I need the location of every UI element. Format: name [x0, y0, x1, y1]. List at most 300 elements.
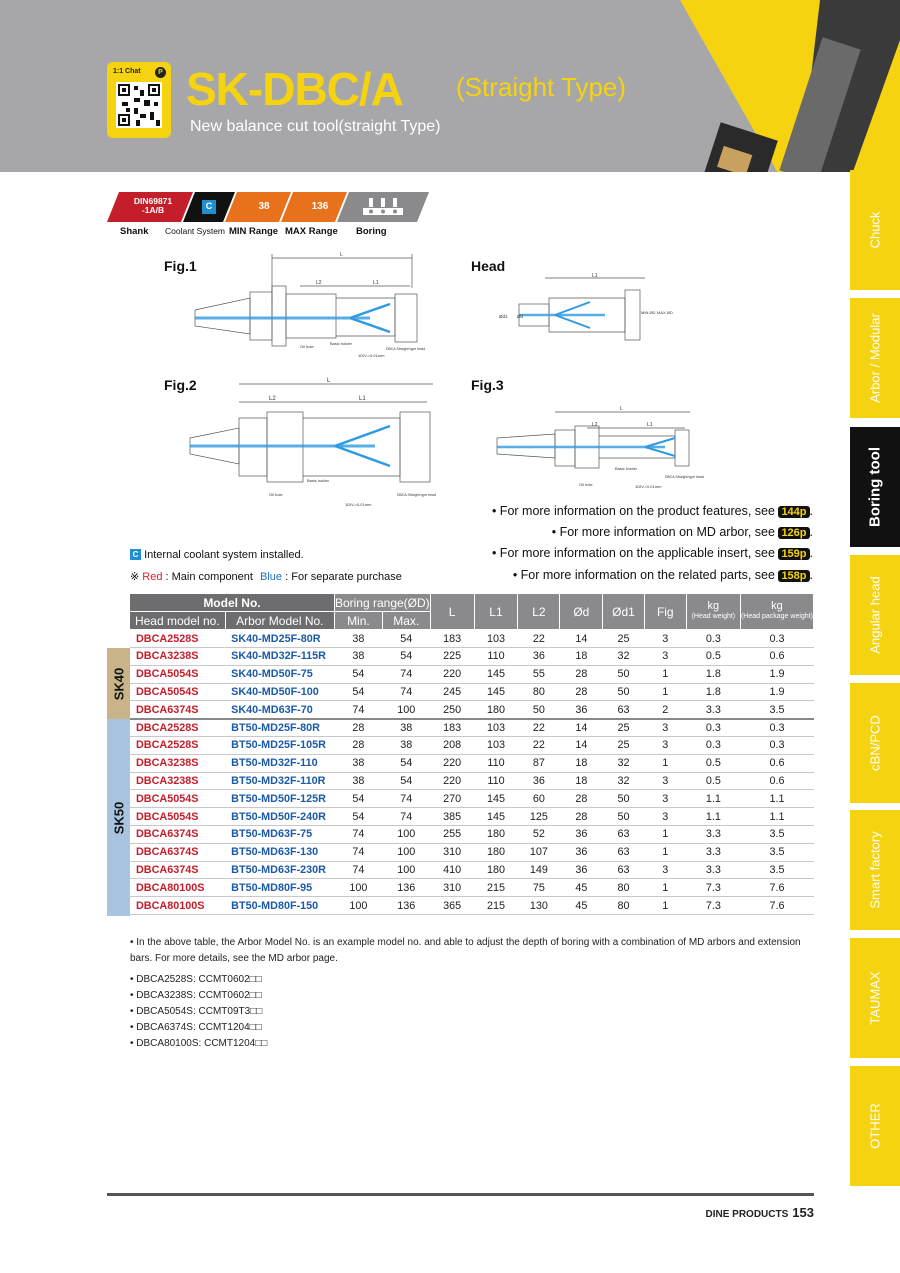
insert-item: • DBCA6374S: CCMT1204□□: [130, 1022, 262, 1033]
value-cell: 0.3: [740, 737, 813, 755]
value-cell: 38: [334, 772, 382, 790]
value-cell: 100: [382, 701, 430, 719]
value-cell: 3: [644, 630, 686, 648]
info-applicable-insert: • For more information on the applicable insert, see 159p .: [491, 546, 813, 560]
value-cell: 136: [382, 879, 430, 897]
legend-prefix: ※: [130, 571, 140, 583]
value-cell: 54: [382, 754, 430, 772]
value-cell: 0.3: [740, 719, 813, 737]
value-cell: 3: [644, 719, 686, 737]
qr-code-icon: [116, 82, 162, 128]
value-cell: 1.9: [740, 665, 813, 683]
value-cell: 136: [382, 897, 430, 915]
tab-label: Arbor / Modular: [867, 313, 883, 403]
table-row: [130, 879, 814, 897]
qr-chat-box[interactable]: [107, 62, 171, 138]
head-model-cell: DBCA3238S: [130, 754, 225, 772]
value-cell: 87: [518, 754, 560, 772]
head-model-cell: DBCA3238S: [130, 772, 225, 790]
value-cell: 107: [518, 843, 560, 861]
insert-item: • DBCA3238S: CCMT0602□□: [130, 990, 262, 1001]
value-cell: 110: [474, 772, 518, 790]
value-cell: 63: [603, 861, 645, 879]
value-cell: 38: [334, 648, 382, 666]
value-cell: 7.3: [686, 879, 740, 897]
color-legend: [130, 570, 402, 583]
value-cell: 3.3: [686, 701, 740, 719]
th-L2: L2: [518, 594, 560, 630]
fig3-drawing: [495, 400, 720, 495]
value-cell: 38: [382, 719, 430, 737]
tab-label: OTHER: [867, 1103, 883, 1149]
page-subtitle: New balance cut tool(straight Type): [190, 118, 441, 135]
info-md-arbor: • For more information on MD arbor, see 126p .: [551, 525, 813, 539]
arbor-model-cell: BT50-MD50F-125R: [225, 790, 334, 808]
value-cell: 145: [474, 665, 518, 683]
value-cell: 54: [382, 648, 430, 666]
value-cell: 180: [474, 843, 518, 861]
table-row: [130, 665, 814, 683]
tab-boring-tool[interactable]: [850, 427, 900, 547]
value-cell: 50: [603, 665, 645, 683]
value-cell: 28: [560, 683, 603, 701]
arbor-model-cell: SK40-MD63F-70: [225, 701, 334, 719]
arbor-model-cell: SK40-MD50F-75: [225, 665, 334, 683]
value-cell: 28: [560, 665, 603, 683]
qr-label: 1:1 Chat: [113, 68, 141, 75]
info-text: • For more information on the product features, see: [491, 504, 775, 518]
value-cell: 145: [474, 683, 518, 701]
value-cell: 7.6: [740, 879, 813, 897]
value-cell: 149: [518, 861, 560, 879]
value-cell: 38: [382, 737, 430, 755]
value-cell: 180: [474, 861, 518, 879]
value-cell: 50: [603, 790, 645, 808]
value-cell: 220: [430, 665, 474, 683]
value-cell: 310: [430, 879, 474, 897]
value-cell: 1: [644, 683, 686, 701]
table-row: [130, 808, 814, 826]
tab-smart-factory[interactable]: [850, 810, 900, 930]
info-text: • For more information on the related parts, see: [512, 568, 775, 582]
value-cell: 18: [560, 648, 603, 666]
value-cell: 38: [334, 754, 382, 772]
coolant-icon: C: [205, 201, 213, 211]
value-cell: 36: [518, 648, 560, 666]
table-row: [130, 683, 814, 701]
fig1-dbca-head: DBCA Straight type head: [386, 347, 425, 351]
value-cell: 50: [518, 701, 560, 719]
head-model-cell: DBCA2528S: [130, 630, 225, 648]
table-note: • In the above table, the Arbor Model No. is an example model no. and able to adjust the depth of boring with a combination of MD arbors and extension bars. For more details, see the MD arbor page.: [130, 937, 801, 964]
value-cell: 54: [382, 772, 430, 790]
fig1-dim-L1: L1: [373, 280, 379, 286]
value-cell: 100: [382, 843, 430, 861]
value-cell: 100: [334, 879, 382, 897]
value-cell: 2: [644, 701, 686, 719]
value-cell: 0.5: [686, 754, 740, 772]
value-cell: 410: [430, 861, 474, 879]
value-cell: 63: [603, 701, 645, 719]
value-cell: 74: [382, 683, 430, 701]
value-cell: 385: [430, 808, 474, 826]
value-cell: 54: [334, 665, 382, 683]
head-model-cell: DBCA80100S: [130, 879, 225, 897]
th-head-model: Head model no.: [130, 612, 225, 630]
value-cell: 225: [430, 648, 474, 666]
value-cell: 74: [334, 826, 382, 844]
value-cell: 3.5: [740, 826, 813, 844]
tab-label: Chuck: [867, 211, 883, 249]
value-cell: 63: [603, 826, 645, 844]
value-cell: 36: [560, 843, 603, 861]
fig1-drawing: [190, 248, 440, 363]
fig3-oil-hole: Oil hole: [579, 482, 593, 487]
value-cell: 74: [382, 790, 430, 808]
value-cell: 7.3: [686, 897, 740, 915]
arbor-model-cell: BT50-MD63F-130: [225, 843, 334, 861]
value-cell: 54: [382, 630, 430, 648]
shank-label: Shank: [120, 226, 149, 237]
tab-chuck[interactable]: [850, 170, 900, 290]
page-ref-link[interactable]: 144p: [778, 506, 809, 518]
value-cell: 54: [334, 790, 382, 808]
value-cell: 25: [603, 630, 645, 648]
table-row: [130, 790, 814, 808]
value-cell: 1: [644, 754, 686, 772]
value-cell: 36: [560, 861, 603, 879]
head-min-d: MIN ØD: [641, 310, 656, 315]
header-banner: [0, 0, 900, 172]
value-cell: 0.3: [686, 737, 740, 755]
value-cell: 208: [430, 737, 474, 755]
value-cell: 3.3: [686, 861, 740, 879]
th-d1: Ød1: [603, 594, 645, 630]
th-kg-package: kg (Head package weight): [740, 594, 813, 630]
head-dim-d1: Ød1: [499, 314, 508, 319]
arbor-model-cell: SK40-MD50F-100: [225, 683, 334, 701]
legend-red: Red: [142, 571, 163, 583]
value-cell: 255: [430, 826, 474, 844]
tab-cbn-pcd[interactable]: [850, 683, 900, 803]
info-text: • For more information on MD arbor, see: [551, 525, 775, 539]
table-row: [130, 772, 814, 790]
value-cell: 103: [474, 630, 518, 648]
coolant-note: [130, 549, 304, 561]
th-L1: L1: [474, 594, 518, 630]
info-related-parts: • For more information on the related parts, see 158p .: [512, 568, 813, 582]
value-cell: 1.1: [740, 790, 813, 808]
head-model-cell: DBCA5054S: [130, 790, 225, 808]
value-cell: 3.5: [740, 843, 813, 861]
insert-list: [130, 972, 267, 1052]
qr-badge: P: [155, 67, 166, 78]
footer: [706, 1205, 815, 1220]
fig1-dim-L2: L2: [316, 280, 322, 286]
th-min: Min.: [334, 612, 382, 630]
value-cell: 52: [518, 826, 560, 844]
value-cell: 130: [518, 897, 560, 915]
value-cell: 80: [518, 683, 560, 701]
value-cell: 60: [518, 790, 560, 808]
value-cell: 103: [474, 737, 518, 755]
fig2-dim-L1: L1: [359, 396, 366, 402]
tab-taumax[interactable]: [850, 938, 900, 1058]
value-cell: 3.5: [740, 701, 813, 719]
value-cell: 3.3: [686, 843, 740, 861]
page-number: 153: [792, 1205, 814, 1220]
th-kg-head: kg (Head weight): [686, 594, 740, 630]
arbor-model-cell: SK40-MD25F-80R: [225, 630, 334, 648]
head-drawing: [495, 268, 675, 353]
value-cell: 74: [382, 665, 430, 683]
footer-brand: DINE PRODUCTS: [705, 1209, 789, 1220]
value-cell: 3: [644, 861, 686, 879]
arbor-model-cell: BT50-MD25F-105R: [225, 737, 334, 755]
value-cell: 180: [474, 701, 518, 719]
value-cell: 45: [560, 879, 603, 897]
value-cell: 80: [603, 879, 645, 897]
head-title: Head: [471, 258, 506, 274]
spec-badges: [107, 192, 437, 240]
arbor-model-cell: BT50-MD32F-110: [225, 754, 334, 772]
head-dim-L1: L1: [592, 273, 598, 279]
value-cell: 183: [430, 630, 474, 648]
value-cell: 32: [603, 772, 645, 790]
value-cell: 0.6: [740, 754, 813, 772]
value-cell: 1.8: [686, 665, 740, 683]
th-boring-range: Boring range(ØD): [334, 594, 430, 612]
fig2-drawing: [185, 372, 445, 512]
value-cell: 1.1: [686, 790, 740, 808]
value-cell: 36: [560, 701, 603, 719]
value-cell: 1.8: [686, 683, 740, 701]
th-d: Ød: [560, 594, 603, 630]
value-cell: 36: [518, 772, 560, 790]
value-cell: 63: [603, 843, 645, 861]
value-cell: 28: [334, 719, 382, 737]
tab-label: Smart factory: [867, 831, 883, 909]
fig2-dim-L: L: [327, 378, 331, 384]
value-cell: 50: [603, 683, 645, 701]
arbor-model-cell: BT50-MD25F-80R: [225, 719, 334, 737]
value-cell: 3: [644, 737, 686, 755]
fig2-oil-hole: Oil hole: [269, 492, 283, 497]
value-cell: 215: [474, 879, 518, 897]
value-cell: 14: [560, 630, 603, 648]
value-cell: 1: [644, 843, 686, 861]
tab-other[interactable]: [850, 1066, 900, 1186]
th-L: L: [430, 594, 474, 630]
value-cell: 220: [430, 772, 474, 790]
value-cell: 220: [430, 754, 474, 772]
value-cell: 145: [474, 808, 518, 826]
value-cell: 28: [560, 808, 603, 826]
fig2-dbca-head: DBCA Straight type head: [397, 493, 436, 497]
value-cell: 310: [430, 843, 474, 861]
value-cell: 28: [560, 790, 603, 808]
tab-arbor-modular[interactable]: [850, 298, 900, 418]
info-text: • For more information on the applicable insert, see: [491, 546, 775, 560]
footer-divider: [107, 1193, 814, 1196]
value-cell: 100: [334, 897, 382, 915]
value-cell: 14: [560, 737, 603, 755]
value-cell: 3.5: [740, 861, 813, 879]
table-row: [130, 719, 814, 737]
value-cell: 0.3: [740, 630, 813, 648]
value-cell: 3: [644, 772, 686, 790]
model-table: [130, 594, 814, 915]
arbor-model-cell: BT50-MD80F-150: [225, 897, 334, 915]
tab-angular-head[interactable]: [850, 555, 900, 675]
value-cell: 74: [334, 861, 382, 879]
arbor-model-cell: SK40-MD32F-115R: [225, 648, 334, 666]
info-product-features: • For more information on the product features, see 144p .: [491, 504, 813, 518]
fig2-basic-holder: Basic holder: [307, 478, 330, 483]
value-cell: 270: [430, 790, 474, 808]
value-cell: 0.6: [740, 648, 813, 666]
value-cell: 245: [430, 683, 474, 701]
value-cell: 183: [430, 719, 474, 737]
fig1-title: Fig.1: [164, 258, 197, 274]
value-cell: 3.3: [686, 826, 740, 844]
head-model-cell: DBCA2528S: [130, 737, 225, 755]
head-model-cell: DBCA5054S: [130, 808, 225, 826]
head-model-cell: DBCA80100S: [130, 897, 225, 915]
table-row: [130, 630, 814, 648]
fig3-basic-holder: Basic holder: [615, 466, 638, 471]
arbor-model-cell: BT50-MD50F-240R: [225, 808, 334, 826]
value-cell: 54: [334, 808, 382, 826]
page-ref-link[interactable]: 158p: [778, 570, 809, 582]
th-fig: Fig: [644, 594, 686, 630]
head-model-cell: DBCA5054S: [130, 683, 225, 701]
title-type: (Straight Type): [456, 72, 627, 102]
fig3-dim-L1: L1: [647, 422, 653, 428]
value-cell: 36: [560, 826, 603, 844]
th-max: Max.: [382, 612, 430, 630]
table-row: [130, 737, 814, 755]
tab-label: TAUMAX: [867, 971, 883, 1025]
fig2-title: Fig.2: [164, 377, 197, 393]
head-dim-d: Ød: [517, 314, 524, 319]
fig1-tdiv: 1DIV.=0.01mm: [358, 353, 385, 358]
max-range-label: MAX Range: [285, 226, 338, 237]
fig3-dbca-head: DBCA Straight type head: [665, 475, 704, 479]
head-model-cell: DBCA6374S: [130, 826, 225, 844]
fig1-dim-L: L: [340, 252, 343, 258]
page-ref-link[interactable]: 126p: [778, 527, 809, 539]
head-model-cell: DBCA2528S: [130, 719, 225, 737]
value-cell: 25: [603, 737, 645, 755]
value-cell: 0.6: [740, 772, 813, 790]
table-row: [130, 754, 814, 772]
arbor-model-cell: BT50-MD63F-75: [225, 826, 334, 844]
value-cell: 22: [518, 719, 560, 737]
value-cell: 45: [560, 897, 603, 915]
value-cell: 110: [474, 754, 518, 772]
page-title: SK-DBC/A: [186, 63, 403, 115]
value-cell: 0.3: [686, 630, 740, 648]
value-cell: 3: [644, 648, 686, 666]
group-label-sk40: SK40: [107, 648, 130, 719]
fig3-title: Fig.3: [471, 377, 504, 393]
table-row: [130, 701, 814, 719]
value-cell: 22: [518, 737, 560, 755]
table-body: [130, 630, 814, 915]
value-cell: 1: [644, 665, 686, 683]
value-cell: 0.5: [686, 772, 740, 790]
value-cell: 18: [560, 772, 603, 790]
coolant-icon: C: [130, 549, 141, 560]
head-model-cell: DBCA5054S: [130, 665, 225, 683]
value-cell: 100: [382, 861, 430, 879]
insert-item: • DBCA5054S: CCMT09T3□□: [130, 1006, 263, 1017]
table-row: [130, 843, 814, 861]
value-cell: 50: [603, 808, 645, 826]
fig1-basic-holder: Basic holder: [330, 341, 353, 346]
insert-item: • DBCA80100S: CCMT1204□□: [130, 1038, 268, 1049]
value-cell: 1.1: [740, 808, 813, 826]
value-cell: 25: [603, 719, 645, 737]
value-cell: 38: [334, 630, 382, 648]
value-cell: 3: [644, 808, 686, 826]
head-model-cell: DBCA6374S: [130, 701, 225, 719]
value-cell: 100: [382, 826, 430, 844]
value-cell: 32: [603, 648, 645, 666]
value-cell: 145: [474, 790, 518, 808]
value-cell: 74: [334, 701, 382, 719]
min-range-value: 38: [258, 201, 270, 212]
arbor-model-cell: BT50-MD80F-95: [225, 879, 334, 897]
table-row: [130, 897, 814, 915]
tab-label: Boring tool: [866, 447, 884, 527]
value-cell: 74: [382, 808, 430, 826]
tab-label: cBN/PCD: [867, 715, 883, 771]
value-cell: 14: [560, 719, 603, 737]
value-cell: 1: [644, 826, 686, 844]
fig3-dim-L2: L2: [592, 422, 598, 428]
head-max-d: MAX ØD: [657, 310, 673, 315]
head-model-cell: DBCA3238S: [130, 648, 225, 666]
value-cell: 103: [474, 719, 518, 737]
value-cell: 74: [334, 843, 382, 861]
shank-value: DIN69871 -1A/B: [133, 196, 173, 215]
fig3-tdiv: 1DIV.=0.01mm: [635, 484, 662, 489]
th-model-no: Model No.: [130, 594, 334, 612]
value-cell: 32: [603, 754, 645, 772]
arbor-model-cell: BT50-MD63F-230R: [225, 861, 334, 879]
value-cell: 365: [430, 897, 474, 915]
head-model-cell: DBCA6374S: [130, 843, 225, 861]
page-ref-link[interactable]: 159p: [778, 548, 809, 560]
fig1-oil-hole: Oil hole: [300, 344, 314, 349]
value-cell: 0.5: [686, 648, 740, 666]
value-cell: 3: [644, 790, 686, 808]
legend-red-text: : Main component: [165, 571, 253, 583]
legend-blue: Blue: [260, 571, 283, 583]
group-label-sk50: SK50: [107, 719, 130, 916]
value-cell: 180: [474, 826, 518, 844]
value-cell: 1: [644, 897, 686, 915]
value-cell: 22: [518, 630, 560, 648]
value-cell: 1: [644, 879, 686, 897]
value-cell: 7.6: [740, 897, 813, 915]
legend-blue-text: : For separate purchase: [285, 571, 402, 583]
th-arbor-model: Arbor Model No.: [225, 612, 334, 630]
value-cell: 250: [430, 701, 474, 719]
value-cell: 110: [474, 648, 518, 666]
